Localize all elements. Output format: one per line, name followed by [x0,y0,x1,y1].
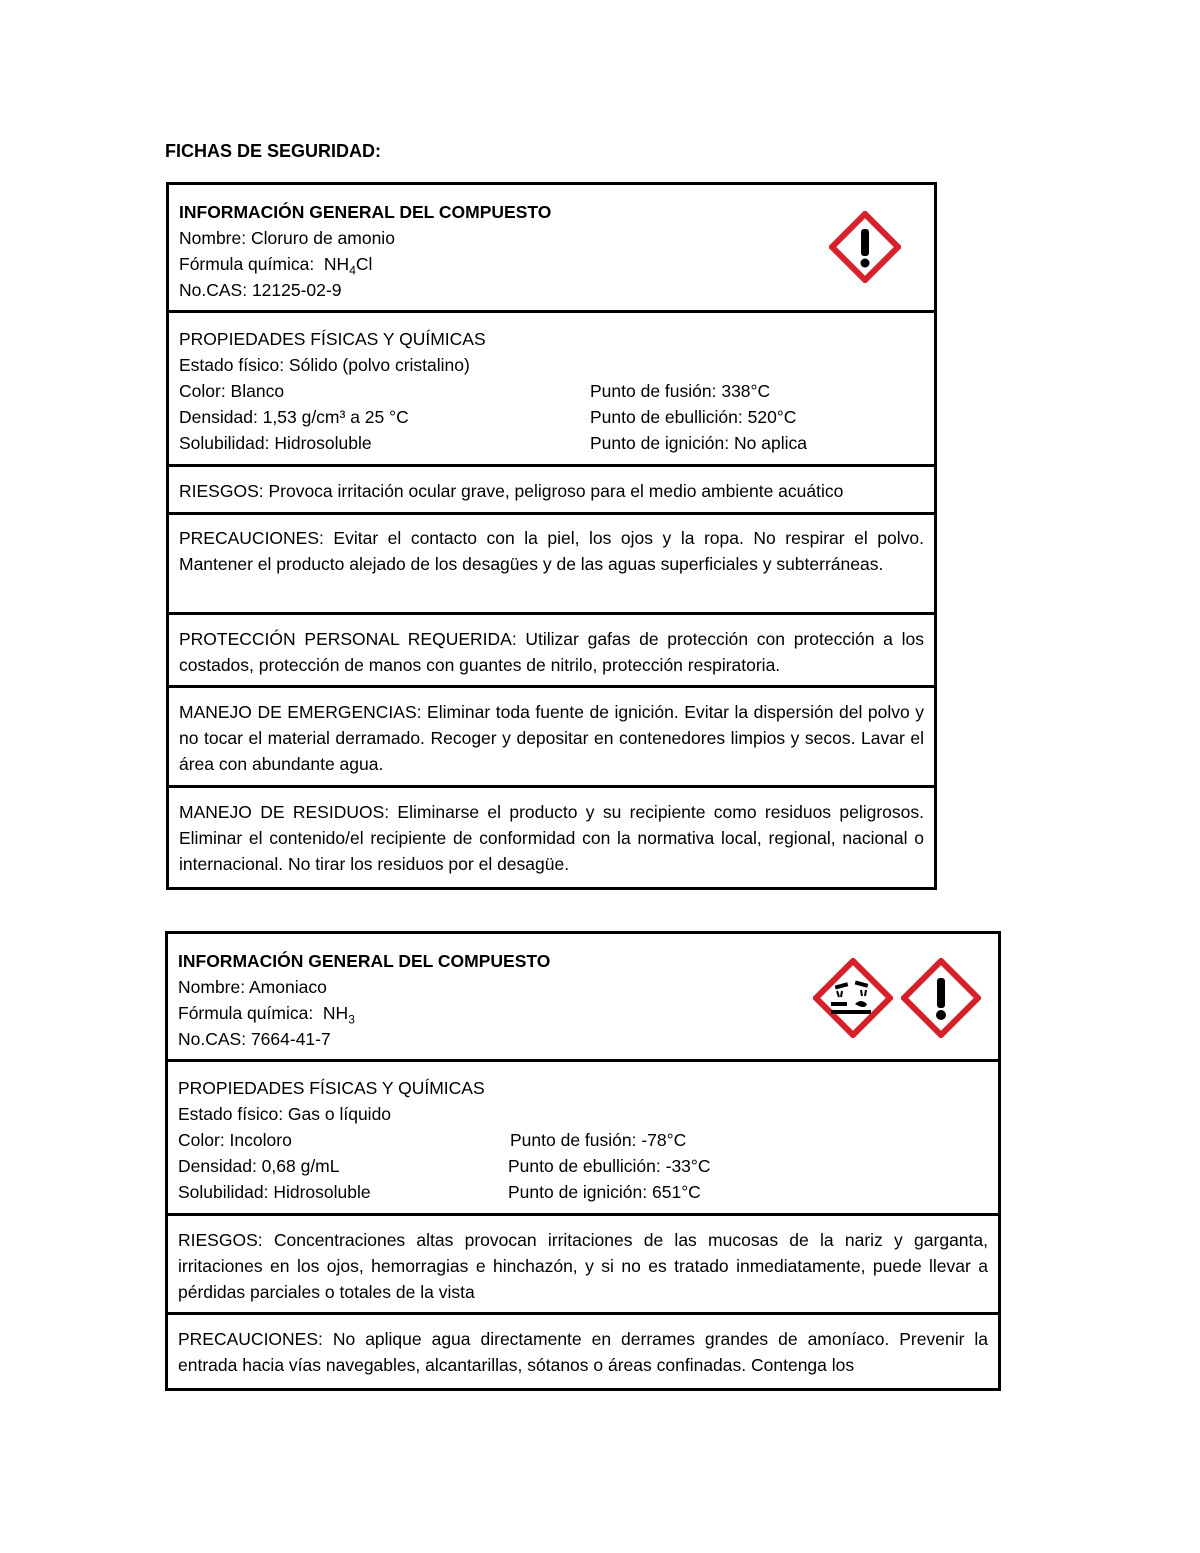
compound-name: Nombre: Cloruro de amonio [179,228,395,248]
physical-state: Estado físico: Sólido (polvo cristalino) [179,355,470,375]
exclamation-hazard-icon [901,958,981,1038]
risks-section [168,1216,998,1315]
corrosive-hazard-icon [813,958,893,1038]
waste-handling-section [169,788,934,887]
section-heading: INFORMACIÓN GENERAL DEL COMPUESTO [179,202,552,222]
density-value: Densidad: 0,68 g/mL [178,1156,340,1176]
boiling-point: Punto de ebullición: 520°C [590,407,797,427]
page-title: FICHAS DE SEGURIDAD: [165,141,382,161]
personal-protection-text: PROTECCIÓN PERSONAL REQUERIDA: Utilizar gafas de protección con protección a los costados, protección de manos con guantes de nitrilo, protección respiratoria. [179,629,924,675]
chemical-formula: Fórmula química: $NH_3$ [178,1003,355,1027]
melting-point: Punto de fusión: 338°C [590,381,771,401]
personal-protection-section [169,615,934,688]
emergency-handling-section [169,688,934,788]
compound-name: Nombre: Amoniaco [178,977,327,997]
hazard-pictograms [813,958,981,1038]
precautions-section [169,515,934,615]
color-value: Color: Blanco [179,381,285,401]
risks-text: RIESGOS: Provoca irritación ocular grave, peligroso para el medio ambiente acuático [179,481,844,501]
density-value: Densidad: 1,53 g/cm³ a 25 °C [179,407,409,427]
precautions-text: PRECAUCIONES: Evitar el contacto con la piel, los ojos y la ropa. No respirar el polvo. Mantener el producto alejado de los desagües y de las aguas superficiales y subterráneas. [179,528,924,574]
section-heading: INFORMACIÓN GENERAL DEL COMPUESTO [178,951,551,971]
waste-handling-text: MANEJO DE RESIDUOS: Eliminarse el producto y su recipiente como residuos peligrosos. Eliminar el contenido/el recipiente de conformidad con la normativa local, regional, nacional o internacional. No tirar los residuos por el desagüe. [179,802,924,874]
properties-section [169,313,934,467]
risks-section [169,467,934,515]
chemical-formula: Fórmula química: $NH_4Cl$ [179,254,373,278]
solubility-value: Solubilidad: Hidrosoluble [178,1182,371,1202]
ignition-point: Punto de ignición: No aplica [590,433,807,453]
risks-text: RIESGOS: Concentraciones altas provocan irritaciones de las mucosas de la nariz y garganta, irritaciones en los ojos, hemorragias e hinchazón, y si no es tratado inmediatamente, puede llevar a pérdidas parciales o totales de la vista [178,1230,988,1302]
hazard-pictograms [829,211,901,283]
melting-point: Punto de fusión: -78°C [510,1130,687,1150]
precautions-section [168,1315,998,1389]
safety-sheet-ammonia [165,931,1001,1391]
color-value: Color: Incoloro [178,1130,292,1150]
general-info-section [168,934,998,1062]
properties-section [168,1062,998,1216]
properties-heading: PROPIEDADES FÍSICAS Y QUÍMICAS [178,1078,485,1098]
general-info-section [169,185,934,313]
safety-sheet-ammonium-chloride [166,182,937,890]
properties-heading: PROPIEDADES FÍSICAS Y QUÍMICAS [179,329,486,349]
emergency-handling-text: MANEJO DE EMERGENCIAS: Eliminar toda fuente de ignición. Evitar la dispersión del polvo y no tocar el material derramado. Recoger y depositar en contenedores limpios y secos. Lavar el área con abundante agua. [179,702,924,774]
boiling-point: Punto de ebullición: -33°C [508,1156,711,1176]
ignition-point: Punto de ignición: 651°C [508,1182,701,1202]
cas-number: No.CAS: 12125-02-9 [179,280,342,300]
exclamation-hazard-icon [829,211,901,283]
physical-state: Estado físico: Gas o líquido [178,1104,392,1124]
solubility-value: Solubilidad: Hidrosoluble [179,433,372,453]
cas-number: No.CAS: 7664-41-7 [178,1029,331,1049]
precautions-text: PRECAUCIONES: No aplique agua directamente en derrames grandes de amoníaco. Prevenir la entrada hacia vías navegables, alcantarillas, sótanos o áreas confinadas. Contenga los [178,1329,988,1375]
